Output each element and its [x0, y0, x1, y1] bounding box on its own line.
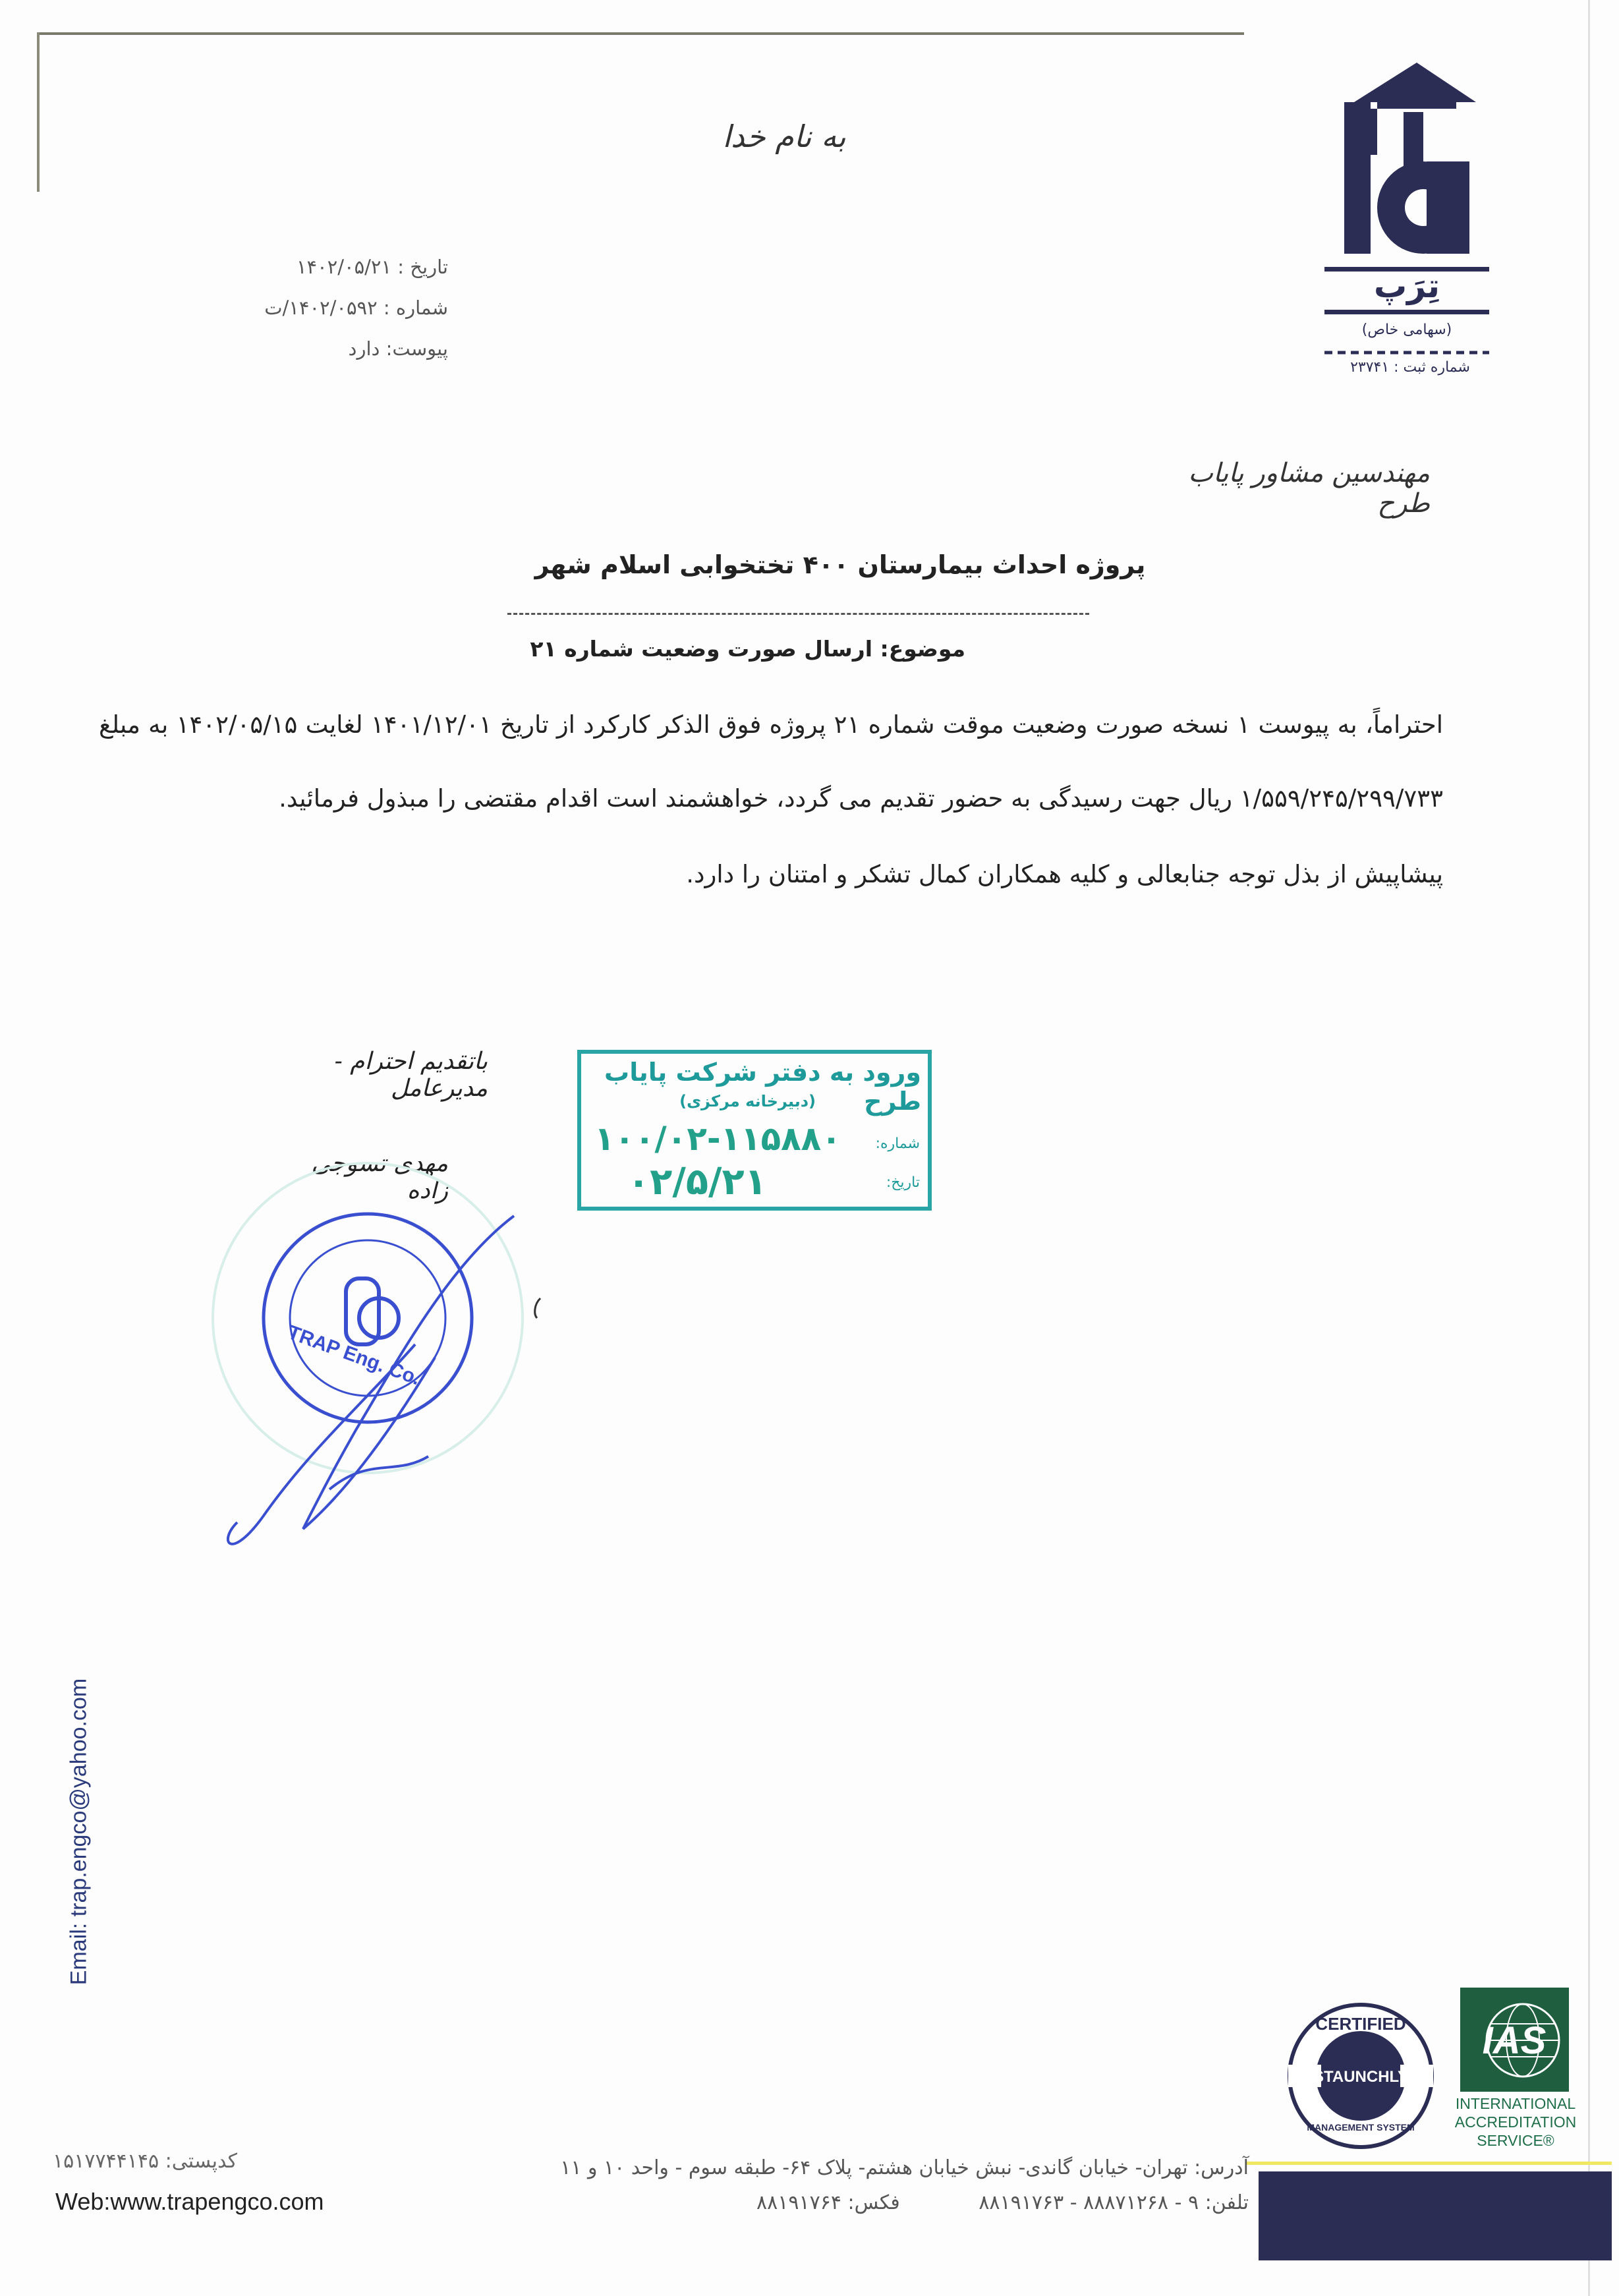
postal-code: کدپستی: ۱۵۱۷۷۴۴۱۴۵: [53, 2150, 237, 2173]
svg-text:CERTIFIED: CERTIFIED: [1315, 2014, 1406, 2034]
svg-text:IAS: IAS: [1482, 2019, 1547, 2062]
letter-attachment: پیوست: دارد: [348, 337, 448, 360]
company-logo: [1324, 63, 1509, 382]
closing: باتقدیم احترام - مدیرعامل: [334, 1048, 488, 1102]
title-divider: [507, 613, 1089, 615]
registration-number: شماره ثبت : ۲۳۷۴۱: [1350, 359, 1470, 376]
signer-name: مهدی تسوجی زاده: [311, 1150, 448, 1204]
stamp-date-value: ۰۲/۵/۲۱: [627, 1161, 767, 1203]
bismillah: به نام خدا: [722, 119, 846, 154]
stamp-number-value: ۱۰۰/۰۲-۱۱۵۸۸۰: [594, 1120, 841, 1158]
seal-and-signature: [198, 1147, 567, 1555]
subject: موضوع: ارسال صورت وضعیت شماره ۲۱: [530, 636, 965, 662]
phone-fax-row: [540, 2191, 1249, 2214]
website: Web:www.trapengco.com: [55, 2188, 324, 2215]
ias-caption-line: ACCREDITATION: [1454, 2113, 1577, 2131]
project-title: پروژه احداث بیمارستان ۴۰۰ تختخوابی اسلام شهر: [534, 550, 1146, 579]
footer-accent-line: [1245, 2162, 1612, 2165]
recipient: مهندسین مشاور پایاب طرح: [1188, 458, 1430, 519]
company-type: (سهامی خاص): [1361, 322, 1452, 338]
ias-caption-line: SERVICE®: [1477, 2132, 1554, 2149]
stamp-heading: ورود به دفتر شرکت پایاب طرح: [604, 1058, 921, 1116]
fax: فکس: ۸۸۱۹۱۷۶۴: [756, 2191, 900, 2214]
svg-text:TRAP Eng. Co.: TRAP Eng. Co.: [285, 1321, 424, 1390]
left-border-line: [37, 32, 40, 192]
globe-icon: [1460, 1988, 1569, 2092]
seal-outer-ring: [213, 1163, 523, 1473]
scan-edge: [1588, 0, 1590, 2296]
stamp-subheading: (دبیرخانه مرکزی): [679, 1092, 816, 1110]
letter-number: شماره : ۱۴۰۲/۰۵۹۲/ت: [264, 297, 448, 319]
address: آدرس: تهران- خیابان گاندی- نبش خیابان هشتم- پلاک ۶۴- طبقه سوم - واحد ۱۰ و ۱۱: [560, 2156, 1249, 2179]
stamp-number-label: شماره:: [875, 1135, 920, 1152]
receipt-stamp: [577, 1050, 932, 1211]
ias-caption: [1450, 2094, 1581, 2150]
certified-management-system-logo: [1285, 2000, 1436, 2152]
ias-caption-line: INTERNATIONAL: [1455, 2095, 1576, 2112]
phone: تلفن: ۹ - ۸۸۸۷۱۲۶۸ - ۸۸۱۹۱۷۶۳: [979, 2191, 1249, 2214]
email: Email: trap.engco@yahoo.com: [66, 1678, 92, 1986]
company-name: تِرَپ: [1373, 267, 1440, 305]
footer-navy-bar: [1259, 2171, 1612, 2260]
top-border-line: [37, 32, 1244, 35]
svg-text:MANAGEMENT SYSTEM: MANAGEMENT SYSTEM: [1307, 2122, 1415, 2133]
ias-logo: [1460, 1988, 1569, 2092]
body-line-3: پیشاپیش از بذل توجه جنابعالی و کلیه همکاران کمال تشکر و امتنان را دارد.: [686, 860, 1443, 888]
stamp-date-label: تاریخ:: [886, 1174, 920, 1191]
body-line-2: ۱/۵۵۹/۲۴۵/۲۹۹/۷۳۳ ریال جهت رسیدگی به حضور تقدیم می گردد، خواهشمند است اقدام مقتضی را مبذول فرمائید.: [279, 784, 1443, 813]
svg-text:STAUNCHLY: STAUNCHLY: [1313, 2068, 1409, 2086]
letter-date: تاریخ : ۱۴۰۲/۰۵/۲۱: [296, 256, 448, 278]
body-line-1: احتراماً، به پیوست ۱ نسخه صورت وضعیت موقت شماره ۲۱ پروژه فوق الذکر کارکرد از تاریخ ۱۴۰۱/۱۲/۰۱ لغایت ۱۴۰۲/۰۵/۱۵ به مبلغ: [99, 710, 1443, 739]
company-seal-icon: [264, 1214, 472, 1422]
